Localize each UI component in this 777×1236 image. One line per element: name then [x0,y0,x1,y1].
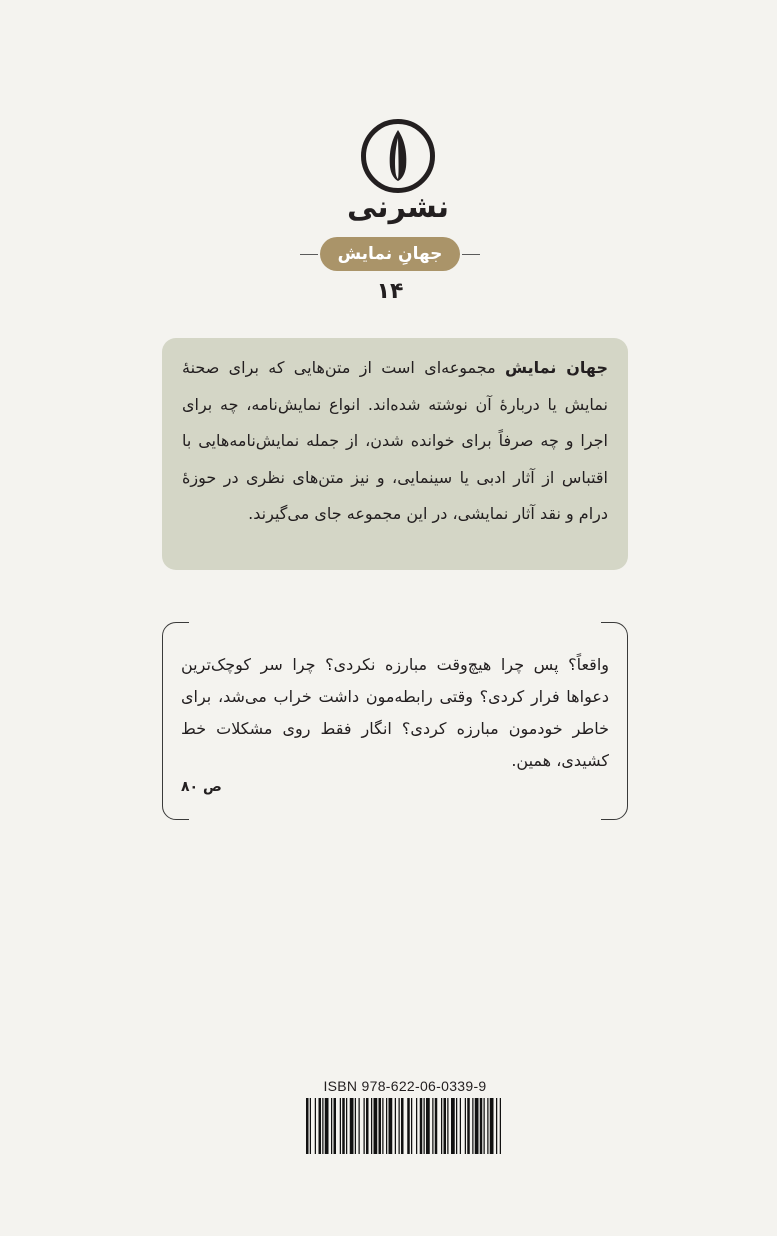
series-label [300,236,480,272]
barcode-bar [460,1098,461,1154]
barcode-bar [407,1098,410,1154]
quote-page-reference: ص ۸۰ [181,779,222,795]
divider [300,254,318,255]
barcode-bar [325,1098,329,1154]
description-lead: جهان نمایش [505,358,608,377]
barcode-bar [441,1098,442,1154]
volume-number: ۱۴ [376,279,404,304]
barcode-bar [350,1098,354,1154]
barcode-bar [480,1098,483,1154]
barcode-bar [322,1098,323,1154]
publisher-name: نشرنی [346,190,450,225]
barcode-bar [456,1098,457,1154]
barcode-bar [371,1098,372,1154]
barcode-bar [420,1098,423,1154]
series-name: جهانِ نمایش [320,237,460,271]
barcode-bar [382,1098,383,1154]
barcode-bar [451,1098,455,1154]
barcode-bar [331,1098,332,1154]
barcode-bar [472,1098,473,1154]
barcode-bar [500,1098,501,1154]
barcode-bar [426,1098,430,1154]
barcode-bar [465,1098,466,1154]
barcode-bar [386,1098,387,1154]
frame-gap [189,620,601,624]
barcode-bar [467,1098,470,1154]
barcode-bar [366,1098,369,1154]
barcode-bar [395,1098,396,1154]
barcode-bar [424,1098,425,1154]
barcode-bar [399,1098,400,1154]
leaf-circle-icon [360,118,436,194]
barcode-bar [444,1098,447,1154]
barcode-bar [484,1098,485,1154]
description-text: مجموعه‌ای است از متن‌هایی که برای صحنهٔ نمایش یا دربارهٔ آن نوشته شده‌اند. انواع نمایش‌نامه، چه برای اجرا و چه صرفاً برای خوانده شدن، از جمله نمایش‌نامه‌هایی با اقتباس از آثار ادبی یا سینمایی، و نیز متن‌های نظری در حوزهٔ درام و نقد آثار نمایشی، در این مجموعه جای می‌گیرند. [182,358,608,524]
barcode-bar [389,1098,393,1154]
barcode-bar [435,1098,438,1154]
barcode-bar [432,1098,433,1154]
barcode-bar [447,1098,448,1154]
barcode-bar [487,1098,488,1154]
barcode-bar [342,1098,345,1154]
barcode-bar [374,1098,378,1154]
barcode-bar [475,1098,479,1154]
barcode-bar [306,1098,309,1154]
isbn-number: ISBN 978-622-06-0339-9 [323,1078,487,1094]
series-description [162,338,628,570]
divider [462,254,480,255]
barcode-bar [340,1098,341,1154]
barcode-bar [416,1098,417,1154]
barcode-bar [411,1098,412,1154]
quote-text: واقعاً؟ پس چرا هیچ‌وقت مبارزه نکردی؟ چرا سر کوچک‌ترین دعواها فرار کردی؟ وقتی رابطه‌مون داشت خراب می‌شد، برای خاطر خودمون مبارزه کردی؟ انگار فقط روی مشکلات خط کشیدی، همین. [181,655,609,770]
barcode-bar [310,1098,311,1154]
barcode-bar [359,1098,360,1154]
barcode-bar [346,1098,347,1154]
barcode [304,1098,504,1154]
barcode-bar [364,1098,365,1154]
barcode-bar [496,1098,497,1154]
barcode-bar [319,1098,322,1154]
barcode-bar [315,1098,316,1154]
frame-gap [189,818,601,822]
barcode-bar [379,1098,382,1154]
barcode-bar [401,1098,404,1154]
barcode-bar [334,1098,337,1154]
barcode-bar [355,1098,356,1154]
barcode-bar [490,1098,494,1154]
quote-frame [162,622,628,820]
